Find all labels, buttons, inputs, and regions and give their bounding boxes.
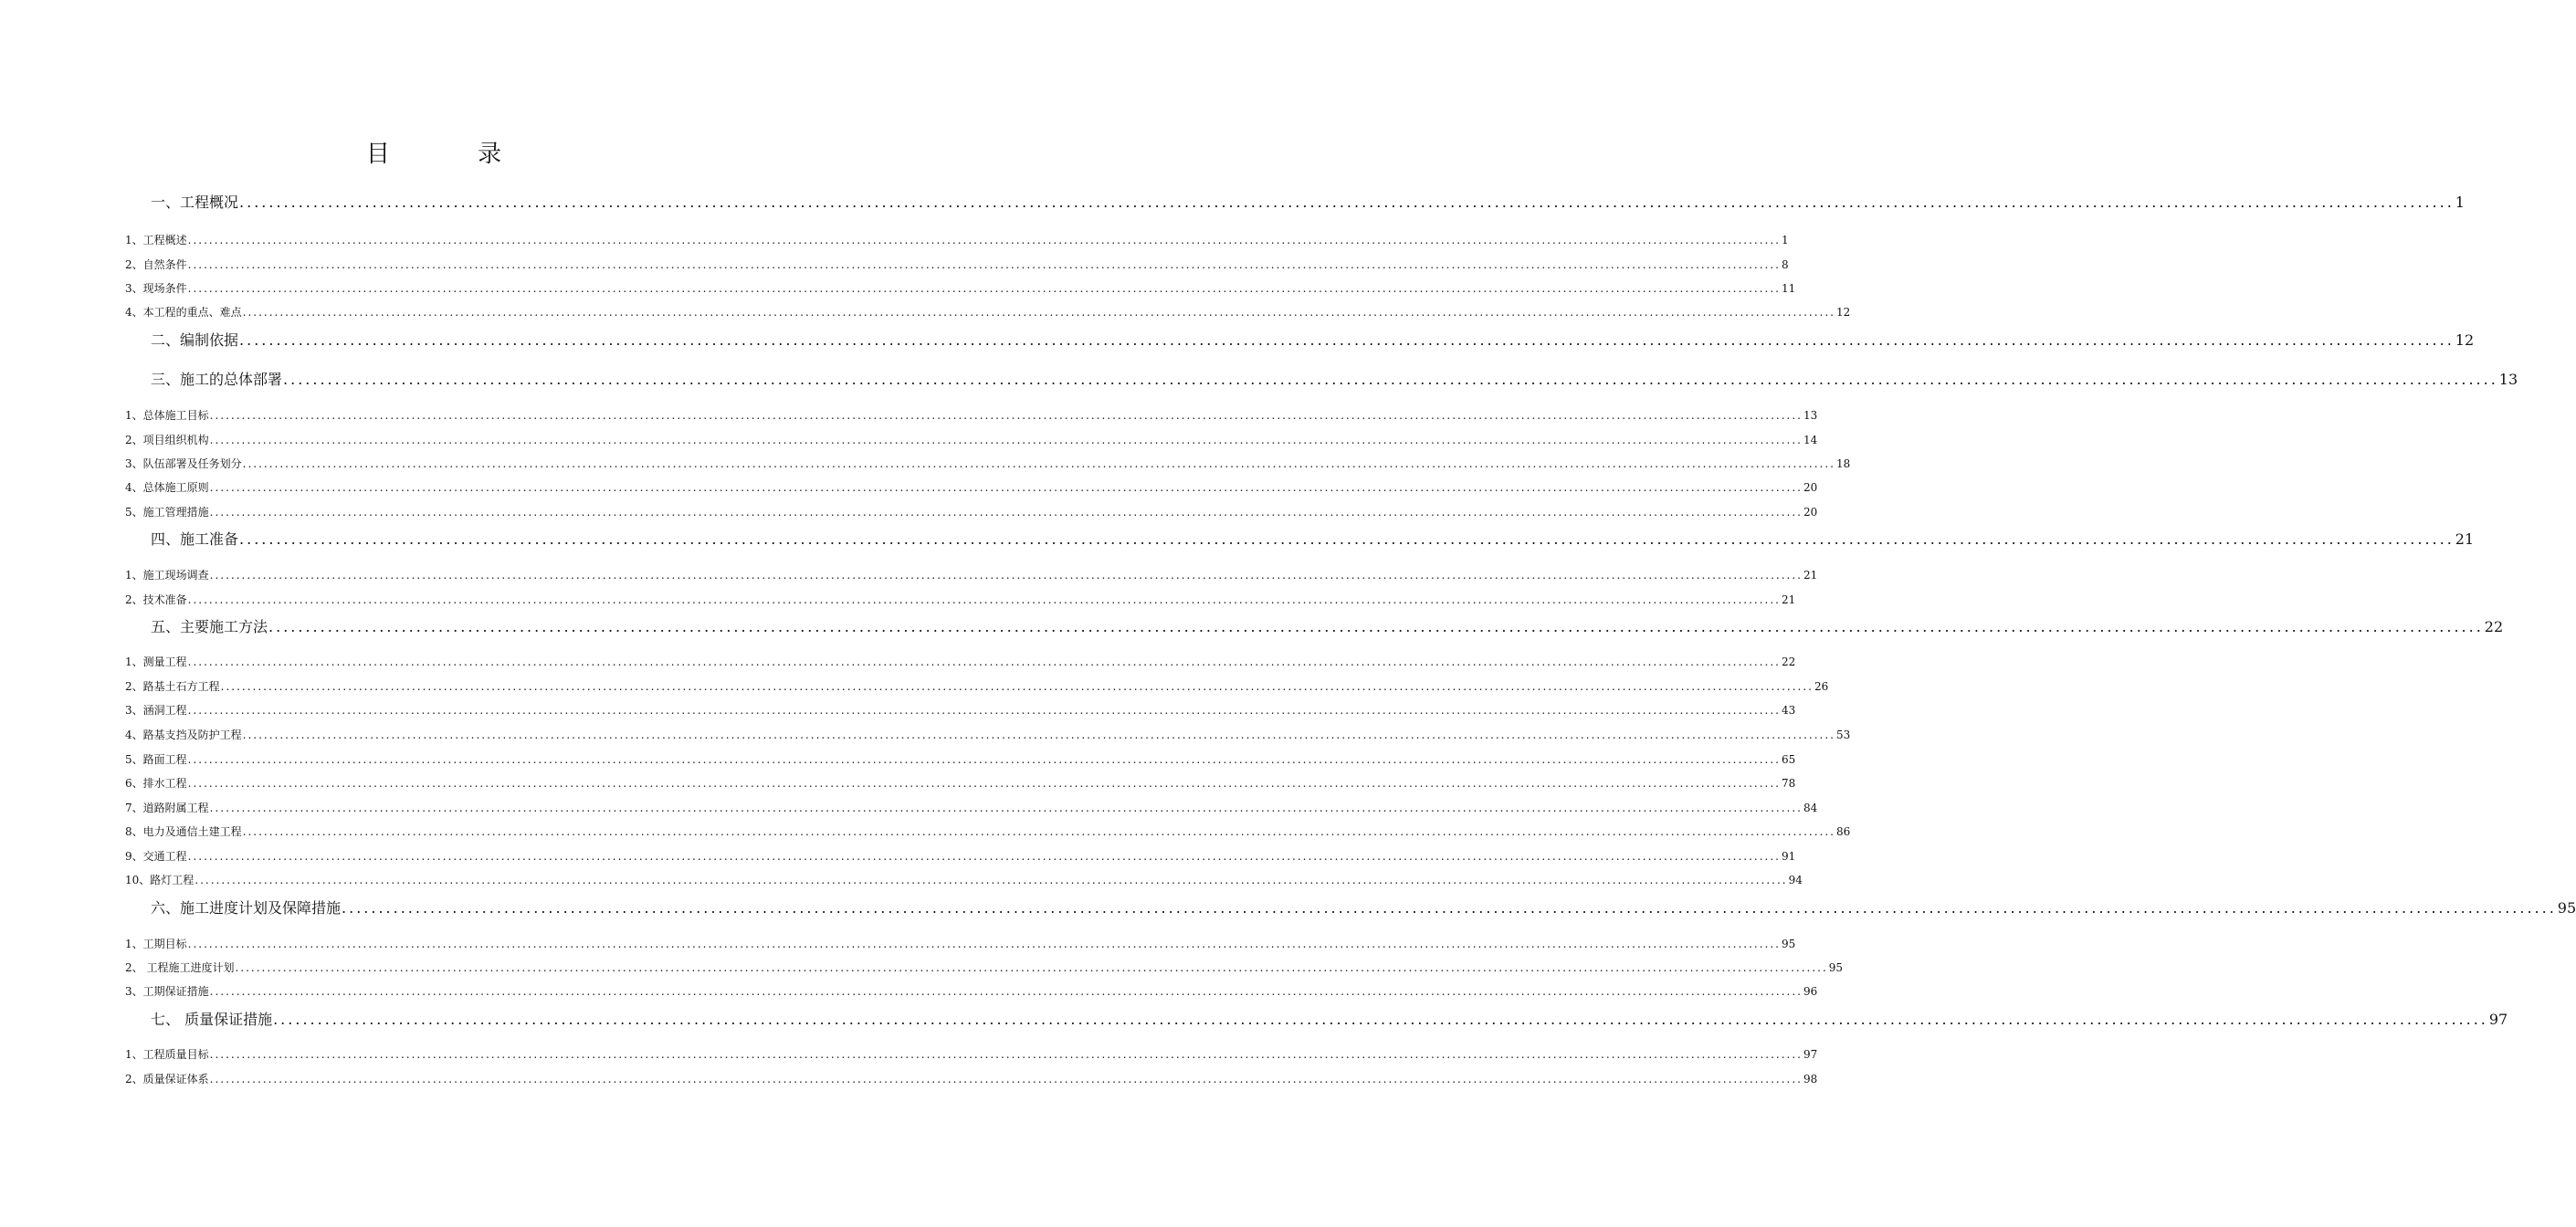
toc-entry-label: 4、总体施工原则	[125, 481, 209, 494]
toc-dot-leader: ............................................................................................................................................................................................................................................................................................................	[242, 306, 1835, 319]
toc-entry[interactable]	[125, 727, 1851, 741]
toc-dot-leader: ............................................................................................................................................................................................................................................................................................................	[187, 258, 1781, 271]
toc-dot-leader: ............................................................................................................................................................................................................................................................................................................	[209, 434, 1803, 446]
toc-entry-page: 97	[2488, 1011, 2508, 1028]
toc-entry-page: 1	[1781, 234, 1789, 246]
toc-entry[interactable]	[125, 456, 1851, 470]
toc-entry-label: 3、工期保证措施	[125, 985, 209, 998]
toc-entry-page: 13	[1803, 409, 1818, 422]
toc-entry-page: 1	[2455, 194, 2465, 211]
toc-entry-label: 1、工程概述	[125, 234, 187, 246]
toc-entry[interactable]	[125, 257, 1789, 271]
toc-dot-leader: ............................................................................................................................................................................................................................................................................................................	[242, 457, 1835, 470]
toc-entry[interactable]	[125, 960, 1844, 974]
toc-entry-label: 2、路基土石方工程	[125, 680, 220, 693]
toc-entry[interactable]	[125, 304, 1851, 319]
toc-entry-page: 65	[1781, 753, 1796, 766]
toc-dot-leader: ............................................................................................................................................................................................................................................................................................................	[273, 1011, 2488, 1028]
toc-entry[interactable]	[125, 702, 1796, 717]
toc-entry[interactable]	[125, 823, 1851, 838]
toc-entry-page: 21	[1781, 593, 1796, 606]
toc-entry[interactable]	[151, 528, 2475, 548]
toc-entry[interactable]	[151, 1008, 2508, 1028]
toc-entry[interactable]	[125, 678, 1829, 693]
toc-entry-label: 七、 质量保证措施	[151, 1011, 273, 1028]
toc-entry[interactable]	[125, 775, 1796, 790]
toc-entry-label: 3、队伍部署及任务划分	[125, 457, 242, 470]
toc-entry[interactable]	[125, 1071, 1818, 1085]
toc-entry-label: 4、路基支挡及防护工程	[125, 729, 242, 741]
toc-entry[interactable]	[151, 329, 2475, 349]
toc-entry[interactable]	[125, 936, 1796, 950]
toc-entry-label: 6、排水工程	[125, 777, 187, 790]
toc-entry-label: 1、总体施工目标	[125, 409, 209, 422]
toc-dot-leader: ............................................................................................................................................................................................................................................................................................................	[283, 371, 2498, 388]
toc-entry-label: 3、涵洞工程	[125, 704, 187, 717]
toc-entry[interactable]	[151, 897, 2576, 917]
toc-entry-page: 78	[1781, 777, 1796, 790]
toc-entry-page: 91	[1781, 850, 1796, 863]
toc-entry[interactable]	[125, 848, 1796, 863]
toc-entry-label: 2、自然条件	[125, 258, 187, 271]
toc-entry-page: 98	[1803, 1073, 1818, 1085]
toc-entry-page: 13	[2498, 371, 2518, 388]
toc-entry[interactable]	[151, 615, 2504, 635]
toc-entry-label: 3、现场条件	[125, 282, 187, 295]
toc-entry[interactable]	[125, 567, 1818, 582]
toc-entry-label: 7、道路附属工程	[125, 802, 209, 814]
toc-dot-leader: ............................................................................................................................................................................................................................................................................................................	[187, 753, 1781, 766]
toc-dot-leader: ............................................................................................................................................................................................................................................................................................................	[187, 777, 1781, 790]
toc-dot-leader: ............................................................................................................................................................................................................................................................................................................	[187, 850, 1781, 863]
toc-dot-leader: ............................................................................................................................................................................................................................................................................................................	[209, 1048, 1803, 1061]
page-title: 目 录	[365, 141, 542, 168]
toc-entry[interactable]	[125, 479, 1818, 494]
toc-dot-leader: ............................................................................................................................................................................................................................................................................................................	[242, 729, 1835, 741]
toc-entry-page: 94	[1788, 874, 1803, 886]
toc-entry-label: 8、电力及通信土建工程	[125, 825, 242, 838]
toc-entry-page: 20	[1803, 506, 1818, 519]
toc-entry-page: 86	[1835, 825, 1851, 838]
toc-entry-page: 21	[1803, 569, 1818, 582]
toc-entry[interactable]	[125, 232, 1789, 246]
toc-dot-leader: ............................................................................................................................................................................................................................................................................................................	[187, 655, 1781, 668]
toc-dot-leader: ............................................................................................................................................................................................................................................................................................................	[239, 331, 2455, 349]
toc-entry[interactable]	[125, 432, 1818, 446]
toc-entry[interactable]	[125, 872, 1803, 886]
toc-dot-leader: ............................................................................................................................................................................................................................................................................................................	[235, 961, 1828, 974]
toc-dot-leader: ............................................................................................................................................................................................................................................................................................................	[242, 825, 1835, 838]
toc-entry[interactable]	[125, 800, 1818, 814]
toc-entry-page: 26	[1814, 680, 1829, 693]
toc-entry-page: 22	[1781, 655, 1796, 668]
toc-dot-leader: ............................................................................................................................................................................................................................................................................................................	[209, 569, 1803, 582]
toc-entry[interactable]	[125, 751, 1796, 766]
toc-entry-label: 10、路灯工程	[125, 874, 195, 886]
toc-entry-page: 96	[1803, 985, 1818, 998]
toc-dot-leader: ............................................................................................................................................................................................................................................................................................................	[209, 1073, 1803, 1085]
toc-entry[interactable]	[125, 1046, 1818, 1061]
toc-entry[interactable]	[151, 191, 2465, 211]
toc-entry-page: 53	[1835, 729, 1851, 741]
toc-entry-page: 95	[1828, 961, 1844, 974]
toc-dot-leader: ............................................................................................................................................................................................................................................................................................................	[187, 593, 1781, 606]
toc-entry-label: 三、施工的总体部署	[151, 371, 283, 388]
toc-entry-label: 五、主要施工方法	[151, 618, 268, 635]
toc-dot-leader: ............................................................................................................................................................................................................................................................................................................	[239, 530, 2455, 548]
toc-dot-leader: ............................................................................................................................................................................................................................................................................................................	[195, 874, 1788, 886]
toc-entry-page: 12	[2455, 331, 2475, 349]
toc-dot-leader: ............................................................................................................................................................................................................................................................................................................	[209, 481, 1803, 494]
toc-entry-page: 21	[2455, 530, 2475, 548]
toc-entry-page: 8	[1781, 258, 1789, 271]
toc-entry-page: 97	[1803, 1048, 1818, 1061]
toc-entry-page: 12	[1835, 306, 1851, 319]
toc-entry[interactable]	[125, 592, 1796, 606]
toc-dot-leader: ............................................................................................................................................................................................................................................................................................................	[268, 618, 2484, 635]
toc-entry-label: 1、工期目标	[125, 938, 187, 950]
toc-entry-label: 5、施工管理措施	[125, 506, 209, 519]
toc-entry-label: 一、工程概况	[151, 194, 239, 211]
toc-entry[interactable]	[125, 983, 1818, 998]
toc-entry-label: 2、 工程施工进度计划	[125, 961, 235, 974]
toc-entry-page: 43	[1781, 704, 1796, 717]
toc-entry-label: 六、施工进度计划及保障措施	[151, 899, 342, 917]
toc-entry-page: 22	[2484, 618, 2504, 635]
toc-dot-leader: ............................................................................................................................................................................................................................................................................................................	[187, 282, 1781, 295]
toc-entry[interactable]	[125, 504, 1818, 519]
toc-entry-label: 4、本工程的重点、难点	[125, 306, 242, 319]
toc-entry[interactable]	[125, 280, 1796, 295]
toc-entry-page: 95	[1781, 938, 1796, 950]
toc-entry-page: 11	[1781, 282, 1796, 295]
toc-entry-page: 18	[1835, 457, 1851, 470]
toc-entry-page: 84	[1803, 802, 1818, 814]
toc-dot-leader: ............................................................................................................................................................................................................................................................................................................	[209, 802, 1803, 814]
toc-dot-leader: ............................................................................................................................................................................................................................................................................................................	[187, 704, 1781, 717]
toc-entry-label: 四、施工准备	[151, 530, 239, 548]
toc-entry-page: 14	[1803, 434, 1818, 446]
toc-entry-label: 2、技术准备	[125, 593, 187, 606]
toc-dot-leader: ............................................................................................................................................................................................................................................................................................................	[209, 506, 1803, 519]
toc-entry-label: 二、编制依据	[151, 331, 239, 349]
toc-dot-leader: ............................................................................................................................................................................................................................................................................................................	[187, 938, 1781, 950]
toc-entry-page: 20	[1803, 481, 1818, 494]
toc-dot-leader: ............................................................................................................................................................................................................................................................................................................	[187, 234, 1781, 246]
toc-dot-leader: ............................................................................................................................................................................................................................................................................................................	[209, 985, 1803, 998]
toc-entry-label: 1、施工现场调查	[125, 569, 209, 582]
toc-entry-label: 1、测量工程	[125, 655, 187, 668]
toc-dot-leader: ............................................................................................................................................................................................................................................................................................................	[220, 680, 1814, 693]
toc-dot-leader: ............................................................................................................................................................................................................................................................................................................	[342, 899, 2557, 917]
toc-dot-leader: ............................................................................................................................................................................................................................................................................................................	[209, 409, 1803, 422]
toc-entry[interactable]	[151, 368, 2518, 388]
toc-entry-label: 9、交通工程	[125, 850, 187, 863]
toc-entry[interactable]	[125, 407, 1818, 422]
toc-entry-label: 2、项目组织机构	[125, 434, 209, 446]
toc-dot-leader: ............................................................................................................................................................................................................................................................................................................	[239, 194, 2455, 211]
toc-entry-page: 95	[2557, 899, 2576, 917]
toc-entry-label: 2、质量保证体系	[125, 1073, 209, 1085]
toc-entry-label: 1、工程质量目标	[125, 1048, 209, 1061]
toc-entry-label: 5、路面工程	[125, 753, 187, 766]
toc-entry[interactable]	[125, 654, 1796, 668]
